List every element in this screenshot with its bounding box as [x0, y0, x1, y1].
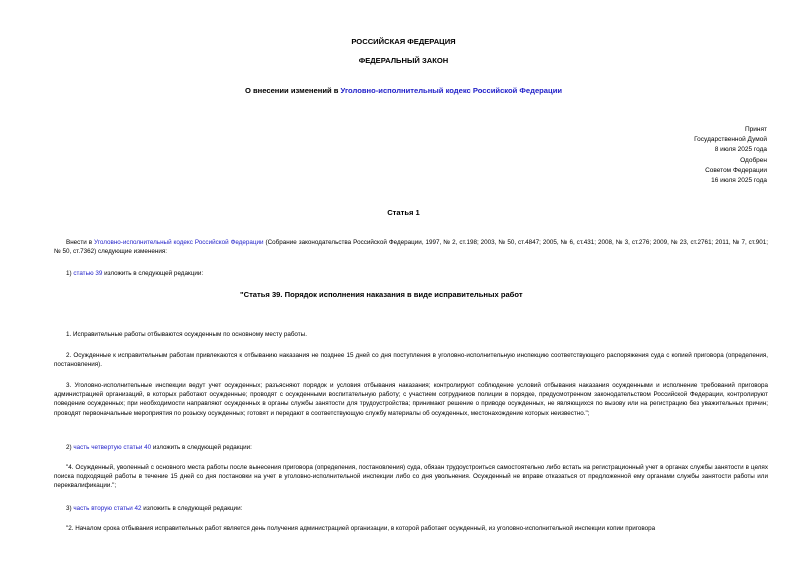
adoption-line: Советом Федерации — [705, 166, 767, 174]
adoption-line: Одобрен — [740, 156, 767, 164]
paragraph-2: 2. Осужденные к исправительным работам привлекаются к отбыванию наказания не позднее 15 дней со дня поступления в уголовно-исполнительную инспекцию соответствующего распоряжения суда с копией приговора (определения, постановления). — [54, 352, 768, 369]
paragraph-3: 3. Уголовно-исполнительные инспекции ведут учет осужденных; разъясняют порядок и условия отбывания наказания; контролируют соблюдение условий отбывания наказания осужденными и исполнение требований приговора администрацией организаций, в которых работают осужденные; проводят с осужденными воспитательную работу; с участием сотрудников полиции в порядке, предусмотренном законодательством Российской Федерации, контролируют поведение осужденных; при необходимости направляют осужденных в органы службы занятости для трудоустройства; принимают решение о приводе осужденных, не являющихся по вызову или на регистрацию без уважительных причин; проводят первоначальные мероприятия по розыску осужденных; готовят и передают в соответствующую службу материалы об осужденных, местонахождение которых неизвестно."; — [54, 382, 768, 417]
item-2-text: изложить в следующей редакции: — [151, 444, 252, 451]
intro-paragraph — [54, 238, 768, 256]
law-title — [0, 86, 807, 95]
adoption-line: Принят — [744, 126, 767, 133]
adoption-line: 16 июля 2025 года — [711, 177, 767, 185]
item-3 — [54, 504, 768, 513]
adoption-line: Государственной Думой — [694, 136, 767, 144]
adoption-block — [567, 125, 767, 186]
article-42-part-2-link[interactable]: часть вторую статьи 42 — [73, 505, 142, 512]
new-article-heading: "Статья 39. Порядок исполнения наказания в виде исправительных работ — [240, 290, 523, 299]
law-type-heading: ФЕДЕРАЛЬНЫЙ ЗАКОН — [358, 56, 449, 65]
adoption-line: 8 июля 2025 года — [714, 146, 767, 154]
code-link[interactable]: Уголовно-исполнительный кодекс Российской Федерации — [94, 239, 264, 246]
article-40-part-4-link[interactable]: часть четвертую статьи 40 — [73, 444, 152, 451]
article-heading: Статья 1 — [387, 208, 420, 217]
item-1-text: изложить в следующей редакции: — [102, 270, 204, 277]
paragraph-5: "2. Началом срока отбывания исправительных работ является день получения администрацией организации, в которой работает осужденный, из уголовно-исполнительной инспекции копии приговора — [66, 525, 656, 532]
item-3-number: 3) — [66, 505, 74, 512]
article-39-link[interactable]: статью 39 — [73, 270, 103, 277]
code-title-link[interactable]: Уголовно-исполнительный кодекс Российской Федерации — [340, 86, 563, 95]
item-2 — [54, 443, 768, 452]
paragraph-4: "4. Осужденный, уволенный с основного места работы после вынесения приговора (определения, постановления) суда, обязан трудоустроиться самостоятельно либо встать на регистрационный учет в органах службы занятости в целях поиска подходящей работы в течение 15 дней со дня постановки на учет в уголовно-исполнительной инспекции либо со дня увольнения. Осужденный не вправе отказаться от предложенной ему органами службы занятости работы или переквалификации."; — [54, 464, 768, 490]
item-2-number: 2) — [66, 444, 74, 451]
item-1 — [54, 269, 768, 278]
intro-prefix: Внести в — [66, 239, 94, 246]
law-title-prefix: О внесении изменений в — [244, 86, 341, 95]
item-3-text: изложить в следующей редакции: — [141, 505, 243, 512]
paragraph-1: 1. Исправительные работы отбываются осужденным по основному месту работы. — [66, 331, 307, 338]
country-heading: РОССИЙСКАЯ ФЕДЕРАЦИЯ — [351, 37, 456, 46]
item-1-number: 1) — [66, 270, 74, 277]
intro-suffix: (Собрание законодательства Российской Федерации, 1997, № 2, ст.198; 2003, № 50, ст.4847; 2005, № 6, ст.431; 2008, № 3, ст.276; 2009, № 23, ст.2761; 2011, № 7, ст.901; № 50, ст.7362) следующие изменения: — [54, 239, 768, 256]
